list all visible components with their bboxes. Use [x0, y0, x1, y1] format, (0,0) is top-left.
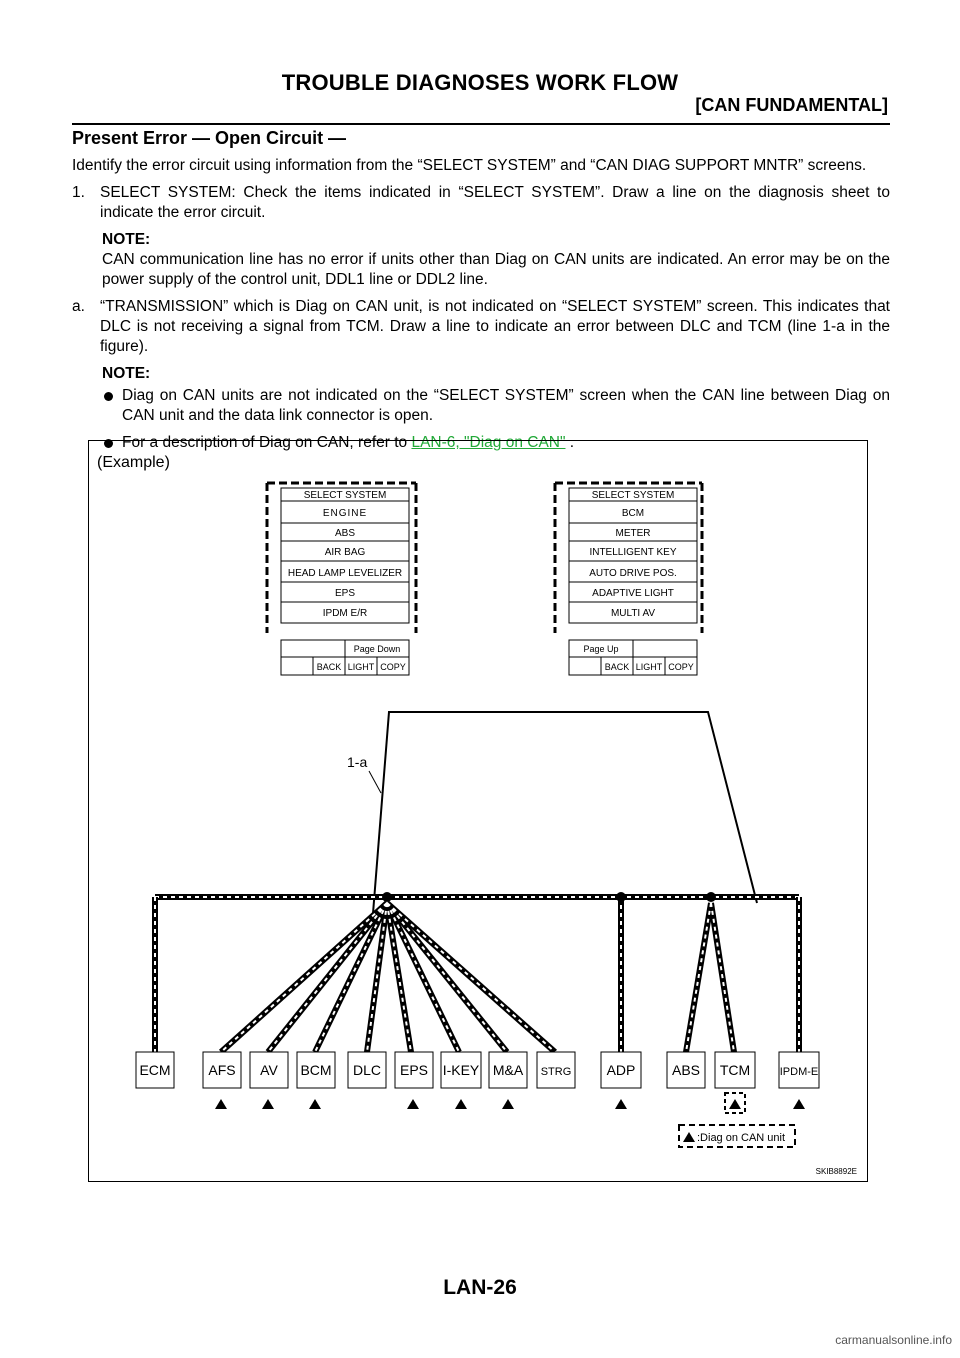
- left-item-3: AIR BAG: [324, 547, 366, 558]
- unit-m-and-a: M&A: [492, 1062, 524, 1078]
- unit-abs: ABS: [671, 1062, 701, 1078]
- left-back-button: BACK: [316, 662, 342, 672]
- unit-dlc: DLC: [352, 1062, 382, 1078]
- step-1: [72, 183, 890, 223]
- error-line-1a: [372, 712, 757, 926]
- right-screen-header: SELECT SYSTEM: [591, 490, 675, 501]
- note-bullet-1: [72, 386, 890, 426]
- can-branches: [221, 903, 734, 1052]
- right-item-6: MULTI AV: [610, 608, 656, 619]
- note-2-label: NOTE:: [102, 365, 151, 382]
- triangle-icon: [502, 1099, 514, 1109]
- section-tag: [CAN FUNDAMENTAL]: [695, 95, 888, 115]
- can-bus-main: [155, 897, 799, 1052]
- left-item-1: ENGINE: [322, 508, 368, 519]
- watermark: carmanualsonline.info: [835, 1333, 952, 1347]
- note-1-text: CAN communication line has no error if units other than Diag on CAN units are indicated. An error may be on the power supply of the control unit, DDL1 line or DDL2 line.: [102, 251, 890, 288]
- right-back-button: BACK: [604, 662, 630, 672]
- junction-dot: [706, 892, 716, 902]
- right-item-2: METER: [615, 528, 651, 539]
- diag-on-can-markers: [215, 1099, 805, 1109]
- unit-i-key: I-KEY: [442, 1062, 480, 1078]
- bullet-2-prefix: For a description of Diag on CAN, refer to: [122, 434, 412, 451]
- unit-afs: AFS: [208, 1062, 236, 1078]
- diag-on-can-link[interactable]: LAN-6, "Diag on CAN": [411, 434, 566, 451]
- step-a-number: a.: [72, 298, 85, 315]
- page-title: TROUBLE DIAGNOSES WORK FLOW: [281, 70, 679, 95]
- intro-paragraph: Identify the error circuit using information from the “SELECT SYSTEM” and “CAN DIAG SUPPORT MNTR” screens.: [72, 157, 867, 174]
- junction-dot: [382, 892, 392, 902]
- right-item-3: INTELLIGENT KEY: [589, 547, 677, 558]
- legend: [679, 1125, 795, 1147]
- page-number: LAN-26: [443, 1276, 517, 1299]
- left-page-button: Page Down: [353, 644, 401, 654]
- triangle-icon: [407, 1099, 419, 1109]
- unit-eps: EPS: [399, 1062, 429, 1078]
- figure-frame: [88, 440, 868, 1182]
- unit-adp: ADP: [606, 1062, 636, 1078]
- step-1-text: SELECT SYSTEM: Check the items indicated in “SELECT SYSTEM”. Draw a line on the diagnosis sheet to indicate the error circuit.: [100, 184, 890, 221]
- left-copy-button: COPY: [380, 662, 406, 672]
- triangle-icon: [455, 1099, 467, 1109]
- triangle-icon: [793, 1099, 805, 1109]
- content: [72, 128, 890, 460]
- bullet-2-suffix: .: [565, 434, 575, 451]
- right-item-4: AUTO DRIVE POS.: [589, 568, 677, 579]
- note-2: [72, 364, 890, 384]
- figure-code: SKIB8892E: [815, 1167, 857, 1176]
- junction-dot: [616, 892, 626, 902]
- unit-bcm: BCM: [300, 1062, 332, 1078]
- header-rule: [72, 123, 890, 125]
- bullet-icon: [104, 392, 113, 401]
- unit-ecm: ECM: [139, 1062, 171, 1078]
- note-1-label: NOTE:: [102, 231, 151, 248]
- line-label-leader: [369, 771, 381, 793]
- unit-strg: STRG: [540, 1066, 572, 1078]
- left-light-button: LIGHT: [347, 662, 375, 672]
- left-item-6: IPDM E/R: [322, 608, 368, 619]
- example-label: (Example): [97, 454, 170, 471]
- left-screen-header: SELECT SYSTEM: [303, 490, 387, 501]
- step-a: [72, 297, 890, 357]
- select-system-screen-left: [267, 483, 416, 675]
- unit-ipdm-e: IPDM-E: [779, 1066, 819, 1078]
- right-copy-button: COPY: [668, 662, 694, 672]
- unit-boxes: [136, 1052, 819, 1088]
- note-1: [72, 230, 890, 290]
- step-a-text: “TRANSMISSION” which is Diag on CAN unit, is not indicated on “SELECT SYSTEM” screen. This indicates that DLC is not receiving a signal from TCM. Draw a line to indicate an error between DLC and TCM (line 1-a in the figure).: [100, 298, 890, 355]
- unit-tcm: TCM: [719, 1062, 751, 1078]
- legend-text: :Diag on CAN unit: [697, 1132, 786, 1144]
- triangle-icon: [262, 1099, 274, 1109]
- unit-av: AV: [260, 1062, 278, 1078]
- section-heading: Present Error — Open Circuit —: [72, 128, 347, 148]
- can-diagram: [89, 441, 866, 1180]
- right-page-button: Page Up: [583, 644, 619, 654]
- triangle-icon: [309, 1099, 321, 1109]
- triangle-icon: [615, 1099, 627, 1109]
- right-item-1: BCM: [621, 508, 645, 519]
- left-item-4: HEAD LAMP LEVELIZER: [287, 568, 403, 579]
- left-item-5: EPS: [334, 588, 356, 599]
- right-light-button: LIGHT: [635, 662, 663, 672]
- line-label-1a: 1-a: [347, 754, 368, 770]
- triangle-icon: [215, 1099, 227, 1109]
- select-system-screen-right: [555, 483, 702, 675]
- step-1-number: 1.: [72, 184, 85, 201]
- right-item-5: ADAPTIVE LIGHT: [592, 588, 674, 599]
- bullet-1-text: Diag on CAN units are not indicated on the “SELECT SYSTEM” screen when the CAN line between Diag on CAN unit and the data link connector is open.: [122, 387, 890, 424]
- triangle-icon: [729, 1099, 741, 1109]
- left-item-2: ABS: [334, 528, 356, 539]
